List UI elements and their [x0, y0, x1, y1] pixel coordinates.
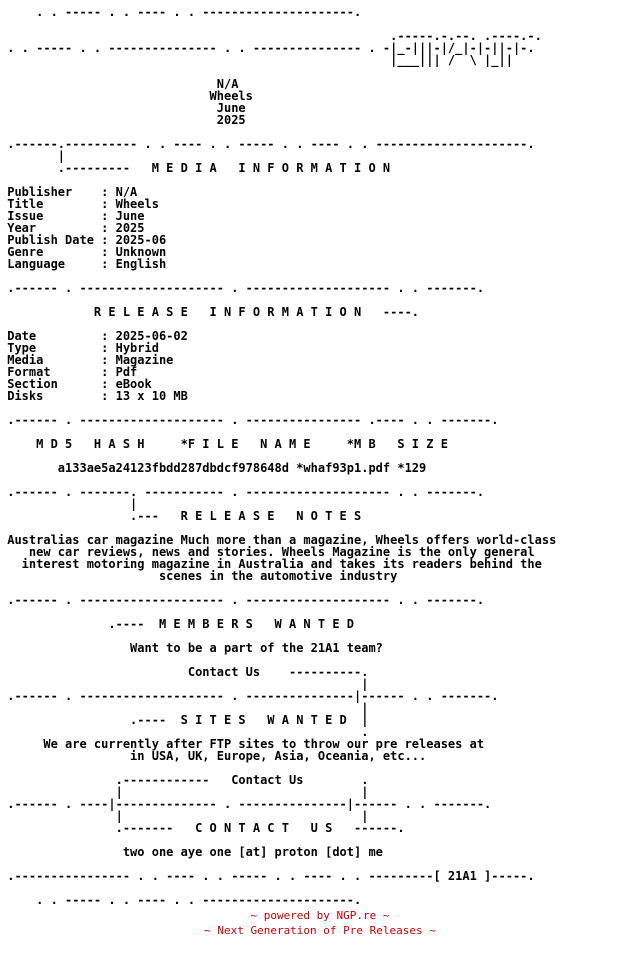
nfo-line: .---- S I T E S W A N T E D |: [0, 713, 369, 727]
nfo-line: interest motoring magazine in Australia and takes its readers behind the: [0, 557, 542, 571]
nfo-line: N/A: [0, 77, 239, 91]
powered-by-link[interactable]: ~ powered by NGP.re ~: [250, 909, 390, 922]
nfo-line: .------ . ----|-------------- . ---------------|------ . . -------.: [0, 797, 492, 811]
nfo-line: June: [0, 101, 246, 115]
nfo-line: new car reviews, news and stories. Wheels Magazine is the only general: [0, 545, 535, 559]
nfo-line: in USA, UK, Europe, Asia, Oceania, etc...: [0, 749, 427, 763]
nfo-line: | |: [0, 785, 369, 799]
nfo-line: |: [0, 149, 66, 163]
nfo-line: We are currently after FTP sites to throw our pre releases at: [0, 737, 485, 751]
nfo-line: scenes in the automotive industry: [0, 569, 398, 583]
nfo-line: .------ . -------------------- . ---------------- .---- . . -------.: [0, 413, 499, 427]
nfo-line: Australias car magazine Much more than a magazine, Wheels offers world-class: [0, 533, 557, 547]
nfo-line: | |: [0, 809, 369, 823]
nfo-line: .-----.-.--. .----.-.: [0, 29, 542, 43]
nfo-line: Language : English: [0, 257, 167, 271]
nfo-line: a133ae5a24123fbdd287dbdcf978648d *whaf93p1.pdf *129: [0, 461, 427, 475]
nfo-line: Date : 2025-06-02: [0, 329, 188, 343]
nfo-line: M D 5 H A S H *F I L E N A M E *M B S I Z E: [0, 437, 448, 451]
nfo-line: Title : Wheels: [0, 197, 159, 211]
nfo-line: |: [0, 677, 369, 691]
nfo-line: two one aye one [at] proton [dot] me: [0, 845, 383, 859]
nfo-line: Media : Magazine: [0, 353, 174, 367]
nfo-line: |: [0, 497, 138, 511]
nfo-line: .---- M E M B E R S W A N T E D: [0, 617, 355, 631]
nfo-text: [0, 6, 640, 906]
nfo-line: Format : Pdf: [0, 365, 138, 379]
nfo-line: .------------ Contact Us .: [0, 773, 369, 787]
nfo-line: Year : 2025: [0, 221, 145, 235]
nfo-line: .--- R E L E A S E N O T E S: [0, 509, 362, 523]
nfo-line: .: [0, 725, 369, 739]
nfo-line: Publish Date : 2025-06: [0, 233, 167, 247]
nfo-line: Publisher : N/A: [0, 185, 138, 199]
nfo-line: .------ . -------------------- . -------------------- . . -------.: [0, 593, 485, 607]
nfo-line: . . ----- . . --------------- . . --------------- . -|_-|||-|/_|-|-||-|-.: [0, 41, 535, 55]
nfo-line: .---------------- . . ---- . . ----- . . ---- . . ---------[ 21A1 ]-----.: [0, 869, 535, 883]
nfo-line: .------.---------- . . ---- . . ----- . . ---- . . ---------------------.: [0, 137, 535, 151]
nfo-line: Issue : June: [0, 209, 145, 223]
nfo-line: Type : Hybrid: [0, 341, 159, 355]
nfo-line: 2025: [0, 113, 246, 127]
nfo-line: Disks : 13 x 10 MB: [0, 389, 188, 403]
nfo-line: R E L E A S E I N F O R M A T I O N ----.: [0, 305, 420, 319]
ngp-tagline-link[interactable]: ~ Next Generation of Pre Releases ~: [204, 924, 436, 937]
nfo-line: |___||| / \ |_||: [0, 53, 513, 67]
nfo-line: .------ . -------------------- . -------------------- . . -------.: [0, 281, 485, 295]
nfo-line: Genre : Unknown: [0, 245, 167, 259]
nfo-line: .------- C O N T A C T U S ------.: [0, 821, 405, 835]
nfo-line: Wheels: [0, 89, 253, 103]
nfo-line: Want to be a part of the 21A1 team?: [0, 641, 383, 655]
nfo-line: . . ----- . . ---- . . ---------------------.: [0, 893, 362, 907]
footer: [0, 908, 640, 938]
nfo-line: .--------- M E D I A I N F O R M A T I O N: [0, 161, 391, 175]
nfo-line: |: [0, 701, 369, 715]
nfo-line: Section : eBook: [0, 377, 152, 391]
nfo-line: Contact Us ----------.: [0, 665, 369, 679]
nfo-line: .------ . -------------------- . ---------------|------ . . -------.: [0, 689, 499, 703]
nfo-line: .------ . -------. ----------- . -------------------- . . -------.: [0, 485, 485, 499]
nfo-line: . . ----- . . ---- . . ---------------------.: [0, 5, 362, 19]
